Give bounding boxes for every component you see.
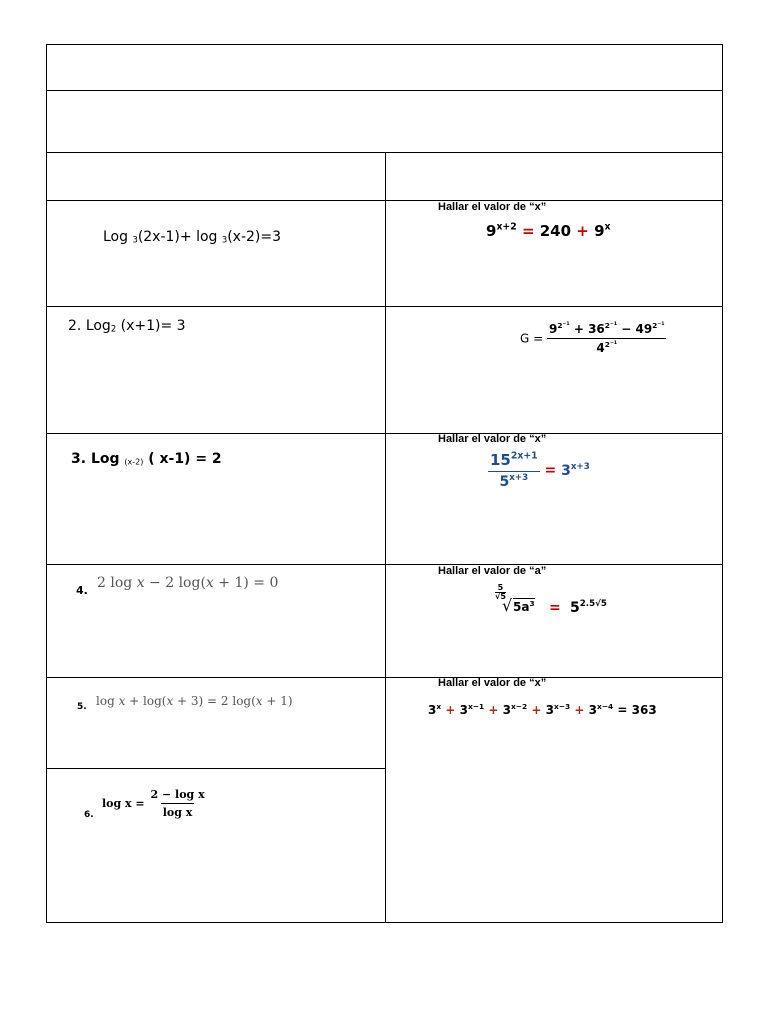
row-divider	[46, 90, 723, 91]
problem-number: 3.	[71, 451, 87, 467]
plus-sign: +	[576, 222, 589, 240]
expr: log x =	[102, 797, 145, 810]
problem-number: 2.	[68, 318, 82, 334]
exponent: x+3	[509, 472, 529, 483]
log-text: Log	[103, 229, 133, 245]
base: 9	[594, 222, 605, 240]
exponent: x−4	[597, 701, 614, 711]
variable: x	[118, 694, 126, 708]
problem-4-number: 4.	[76, 584, 88, 597]
minus-sign: −	[621, 322, 632, 336]
exponent: x+2	[496, 221, 517, 233]
exponent: x	[604, 221, 611, 233]
variable: x	[136, 575, 145, 591]
exponent: −1	[657, 321, 665, 327]
equation-r3	[488, 451, 590, 490]
exponent: 2.5√5	[579, 598, 607, 609]
expr: + 3) = 2 log(	[173, 694, 256, 708]
log-text: Log	[85, 318, 111, 334]
base: 3	[588, 703, 598, 717]
equation-r4	[492, 584, 632, 624]
exponent: 2	[557, 320, 563, 330]
exponent: x	[436, 701, 442, 711]
variable: x	[255, 694, 263, 708]
exponent: −1	[609, 321, 618, 327]
base: 3	[459, 703, 468, 717]
instruction-find-a: Hallar el valor de “a”	[438, 565, 547, 577]
row-divider	[46, 768, 385, 769]
expr: + 1)	[262, 694, 293, 708]
expr: + log(	[125, 694, 167, 708]
exponent: x−3	[554, 701, 571, 711]
plus-sign: +	[574, 703, 585, 717]
value: 363	[631, 703, 657, 717]
fraction	[149, 788, 207, 819]
log-arg: (x-2)=3	[227, 229, 282, 245]
log-arg: (x+1)= 3	[116, 318, 186, 334]
equation-r1	[486, 222, 611, 240]
plus-sign: +	[531, 703, 542, 717]
equals-sign: =	[521, 222, 535, 240]
equation-r2	[520, 322, 666, 355]
base: 4	[596, 341, 605, 355]
problem-5-number: 5.	[77, 702, 87, 712]
plus-sign: +	[445, 703, 456, 717]
problem-4	[97, 575, 278, 591]
variable: x	[166, 694, 174, 708]
exponent: 2x+1	[510, 450, 538, 462]
fraction	[488, 451, 540, 490]
variable: x	[205, 575, 214, 591]
plus-sign: +	[573, 322, 584, 336]
exponent: −1	[609, 340, 618, 346]
instruction-find-x: Hallar el valor de “x”	[438, 433, 547, 445]
numerator	[488, 451, 540, 471]
base: 5a	[513, 600, 530, 614]
base: 49	[635, 322, 653, 336]
base: 3	[561, 462, 571, 479]
problem-5	[96, 694, 293, 708]
exponent: 2	[604, 339, 610, 349]
denominator: log x	[161, 803, 195, 819]
equals-sign: =	[544, 462, 557, 479]
problem-6	[102, 788, 207, 819]
equals-sign: =	[549, 600, 561, 616]
exponent: 3	[529, 598, 535, 608]
radicand	[513, 598, 535, 614]
lhs: G =	[520, 331, 544, 346]
log-base: (x-2)	[124, 457, 144, 467]
fraction	[547, 322, 666, 355]
equals-sign: =	[617, 703, 628, 717]
base: 9	[549, 322, 558, 336]
denominator	[488, 471, 540, 490]
base: 3	[502, 703, 511, 717]
exponent: x+3	[570, 461, 590, 472]
log-base: 2	[110, 323, 117, 334]
plus-sign: +	[488, 703, 499, 717]
problem-2	[68, 318, 186, 334]
expr: 2 log	[97, 575, 137, 591]
base: 9	[486, 222, 497, 240]
exponent: x−2	[510, 701, 528, 711]
base: 36	[588, 322, 605, 336]
exponent: −1	[562, 321, 570, 327]
log-text: Log	[90, 451, 125, 467]
column-divider	[385, 152, 386, 923]
base: 3	[545, 703, 554, 717]
expr: + 1) = 0	[213, 575, 279, 591]
value: 240	[539, 222, 572, 240]
index-denominator: √5	[495, 592, 506, 601]
numerator: 2 − log x	[150, 788, 205, 801]
exponent: x−1	[467, 701, 485, 711]
instruction-find-x: Hallar el valor de “x”	[438, 677, 547, 689]
base: 3	[428, 703, 437, 717]
numerator	[547, 322, 666, 338]
equation-r5	[428, 703, 657, 717]
instruction-find-x: Hallar el valor de “x”	[438, 201, 547, 213]
exponent: 2	[604, 320, 610, 330]
problem-6-number: 6.	[84, 810, 94, 820]
radical-sign: √	[502, 596, 513, 615]
base: 5	[570, 600, 580, 616]
expr: − 2 log(	[144, 575, 206, 591]
log-arg: (2x-1)+ log	[137, 229, 222, 245]
exponent: 2	[652, 320, 658, 330]
log-base: 3	[132, 234, 138, 245]
expr: log	[96, 694, 119, 708]
base: 15	[490, 451, 511, 469]
log-arg: ( x-1) = 2	[143, 451, 222, 467]
index-numerator: 5	[497, 583, 504, 592]
denominator	[547, 338, 666, 355]
problem-1	[103, 229, 281, 245]
log-base: 3	[221, 234, 228, 245]
problem-3	[71, 451, 222, 467]
base: 5	[499, 474, 510, 490]
